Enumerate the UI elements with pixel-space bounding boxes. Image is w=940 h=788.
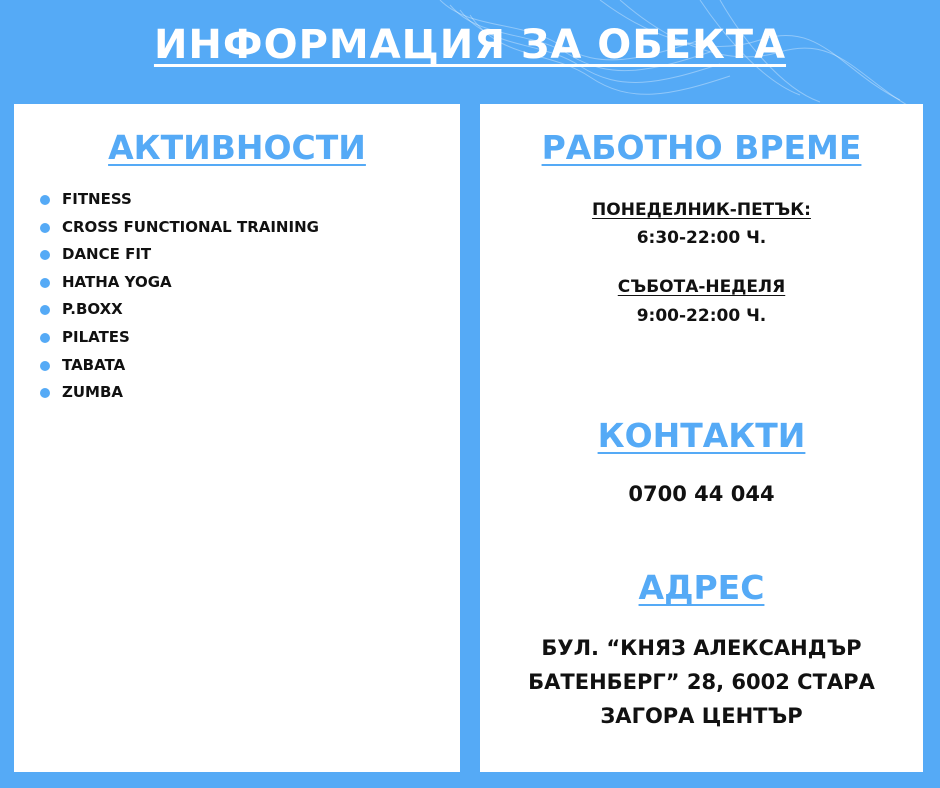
bullet-icon bbox=[40, 361, 50, 371]
bullet-icon bbox=[40, 333, 50, 343]
weekday-hours: 6:30-22:00 Ч. bbox=[636, 228, 767, 248]
list-item: P.BOXX bbox=[40, 298, 319, 326]
bullet-icon bbox=[40, 278, 50, 288]
bullet-icon bbox=[40, 223, 50, 233]
weekend-hours: 9:00-22:00 Ч. bbox=[636, 306, 767, 326]
list-item: HATHA YOGA bbox=[40, 271, 319, 299]
activities-list bbox=[40, 188, 319, 409]
bullet-icon bbox=[40, 388, 50, 398]
working-hours-title: РАБОТНО ВРЕМЕ bbox=[541, 128, 862, 167]
bullet-icon bbox=[40, 250, 50, 260]
list-item: ZUMBA bbox=[40, 381, 319, 409]
address-line-3: ЗАГОРА ЦЕНТЪР bbox=[600, 704, 803, 728]
address-line-1: БУЛ. “КНЯЗ АЛЕКСАНДЪР bbox=[541, 636, 862, 660]
address-title: АДРЕС bbox=[638, 568, 765, 607]
list-item: PILATES bbox=[40, 326, 319, 354]
bullet-icon bbox=[40, 195, 50, 205]
phone-number[interactable]: 0700 44 044 bbox=[628, 482, 775, 506]
list-item: DANCE FIT bbox=[40, 243, 319, 271]
weekday-label: ПОНЕДЕЛНИК-ПЕТЪК: bbox=[592, 200, 811, 220]
page-title: ИНФОРМАЦИЯ ЗА ОБЕКТА bbox=[153, 22, 787, 68]
address-text bbox=[480, 631, 923, 733]
address-line-2: БАТЕНБЕРГ” 28, 6002 СТАРА bbox=[528, 670, 875, 694]
list-item: CROSS FUNCTIONAL TRAINING bbox=[40, 216, 319, 244]
weekend-label: СЪБОТА-НЕДЕЛЯ bbox=[617, 277, 786, 297]
activities-title: АКТИВНОСТИ bbox=[108, 128, 366, 167]
list-item: TABATA bbox=[40, 354, 319, 382]
info-panel bbox=[480, 104, 923, 772]
list-item: FITNESS bbox=[40, 188, 319, 216]
activities-panel bbox=[14, 104, 460, 772]
bullet-icon bbox=[40, 305, 50, 315]
contacts-title: КОНТАКТИ bbox=[597, 416, 806, 455]
